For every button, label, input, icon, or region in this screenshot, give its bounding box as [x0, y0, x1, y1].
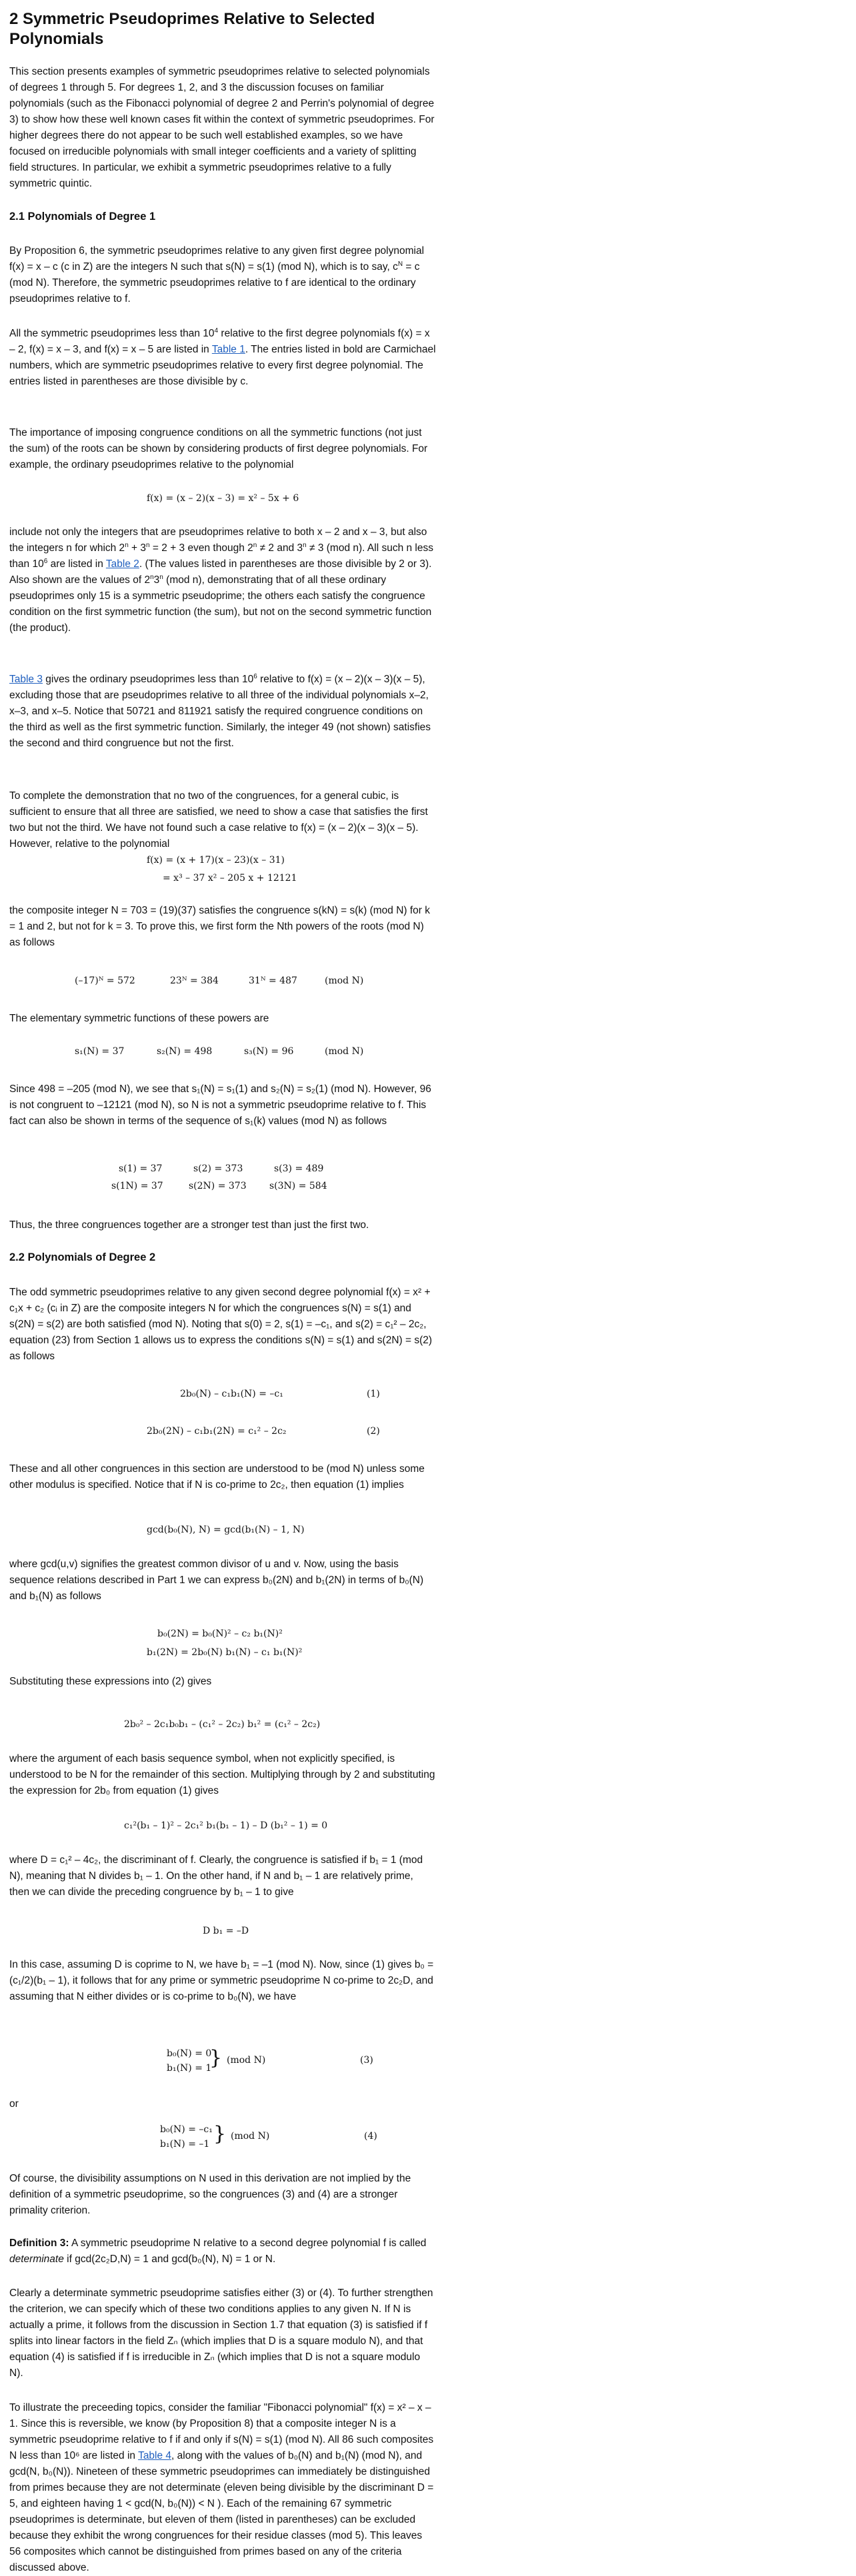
roots-power-1: (–17)ᴺ = 572: [75, 975, 135, 986]
paragraph-2-1-4: include not only the integers that are pseudoprimes relative to both x – 2 and x – 3, but also the integers n for which $2^n + 3^n = 2 + 3$ even though $2^n \ne 2$ and $3^n \ne 3$ (mod n). All such n less than $10^6$ are listed in Table 2. (The values listed in parentheses are those divisible by 2 or 3). Also shown are the values of 2$^n$3$^n$ (mod n), demonstrating that of all these ordinary pseudoprimes only 15 is a symmetric pseudoprime; the others each satisfy the congruence condition on the first symmetric function (the sum), but not on the second symmetric function (the product).: [9, 526, 433, 634]
elem-sym-2: s₂(N) = 498: [157, 1046, 213, 1057]
paragraph-2-1-8: The elementary symmetric functions of these powers are: [9, 1013, 269, 1024]
paragraph-2-1-2: All the symmetric pseudoprimes less than $10^4$ relative to the first degree polynomials f(x) = x – 2, f(x) = x – 3, and f(x) = x – 5 are listed in Table 1. The entries listed in bold are Carmichael numbers, which are symmetric pseudoprimes relative to every first degree polynomial. The entries listed in parentheses are those divisible by c.: [9, 326, 436, 387]
equation-fx-cubic-expanded: = x³ – 37 x² – 205 x + 12121: [163, 873, 297, 884]
equation-fx-quadratic: f(x) = (x – 2)(x – 3) = x² – 5x + 6: [147, 493, 299, 504]
equation-4-mod: (mod N): [231, 2131, 270, 2142]
table-1-link[interactable]: Table 1: [211, 344, 245, 355]
paragraph-2-1-10: Thus, the three congruences together are a stronger test than just the first two.: [9, 1219, 369, 1231]
paragraph-2-2-7: In this case, assuming D is coprime to N, we have b₁ = –1 (mod N). Now, since (1) gives b₀ = (c₁/2)(b₁ – 1), it follows that for any prime or symmetric pseudoprime N co-prime to 2c₂D, and assuming that N either divides or is co-prime to b₀(N), we have: [9, 1959, 434, 2002]
right-brace-icon: }: [213, 2122, 227, 2146]
s-seq-3: s(3) = 489: [274, 1163, 324, 1174]
definition-3: Definition 3: A symmetric pseudoprime N relative to a second degree polynomial f is called determinate if gcd(2c₂D,N) = 1 and gcd(b₀(N), N) = 1 or N.: [9, 2238, 427, 2265]
paragraph-2-2-2: These and all other congruences in this section are understood to be (mod N) unless some other modulus is specified. Notice that if N is co-prime to 2c₂, then equation (1) implies: [9, 1463, 425, 1491]
or-text: or: [9, 2098, 19, 2110]
roots-power-mod: (mod N): [325, 975, 364, 986]
subsection-heading-2-1: 2.1 Polynomials of Degree 1: [9, 211, 156, 223]
table-3-link[interactable]: Table 3: [9, 674, 43, 685]
equation-gcd: gcd(b₀(N), N) = gcd(b₁(N) – 1, N): [147, 1525, 305, 1535]
table-4-link[interactable]: Table 4: [138, 2450, 172, 2461]
elem-sym-mod: (mod N): [325, 1046, 364, 1057]
paragraph-2-2-10: To illustrate the preceeding topics, consider the familiar "Fibonacci polynomial" f(x) = x² – x – 1. Since this is reversible, we know (by Proposition 8) that a composite integer N is a symmetric pseudoprime relative to f if and only if s(N) = s(1) (mod N). All 86 such composites N less than 10⁶ are listed in Table 4, along with the values of b₀(N) and b₁(N) (mod N), and gcd(N, b₀(N)). Nineteen of these symmetric pseudoprimes can immediately be distinguished from primes because they are not determinate (eleven being divisible by the discriminant D = 5, and eighteen having 1 < gcd(N, b₀(N)) < N ). Each of the remaining 67 symmetric pseudoprimes is determinate, but eleven of them (listed in parentheses) can be excluded because they exhibit the wrong congruences for their residue classes (mod 5). This leaves 56 composites which cannot be distinguished from primes based on any of the criteria discussed above.: [9, 2402, 434, 2573]
paragraph-2-1-6: To complete the demonstration that no two of the congruences, for a general cubic, is sufficient to ensure that all three are satisfied, we need to show a case that satisfies the first two but not the third. We have not found such a case relative to f(x) = (x – 2)(x – 3)(x – 5). However, relative to the polynomial: [9, 790, 428, 850]
elem-sym-3: s₃(N) = 96: [244, 1046, 294, 1057]
s-seq-1N: s(1N) = 37: [111, 1181, 163, 1191]
roots-power-3: 31ᴺ = 487: [249, 975, 297, 986]
equation-b0-2N: b₀(2N) = b₀(N)² – c₂ b₁(N)²: [157, 1628, 283, 1639]
paragraph-2-1-9: Since 498 = –205 (mod N), we see that s₁(N) = s₁(1) and s₂(N) = s₂(1) (mod N). However, 96 is not congruent to –12121 (mod N), so N is not a symmetric pseudoprime relative to f. This fact can also be shown in terms of the sequence of s₁(k) values (mod N) as follows: [9, 1083, 431, 1127]
intro-paragraph: This section presents examples of symmetric pseudoprimes relative to selected polynomials of degrees 1 through 5. For degrees 1, 2, and 3 the discussion focuses on familiar polynomials (such as the Fibonacci polynomial of degree 2 and Perrin's polynomial of degree 3) to show how these well known cases fit within the context of symmetric pseudoprimes. For higher degrees there do not appear to be such well established examples, so we have focused on irreducible polynomials with small integer coefficients and a variety of splitting field structures. In particular, we exhibit a symmetric pseudoprimes relative to a fully symmetric quintic.: [9, 66, 435, 189]
paragraph-2-2-6: where D = c₁² – 4c₂, the discriminant of f. Clearly, the congruence is satisfied if b₁ = 1 (mod N), meaning that N divides b₁ – 1. On the other hand, if N and b₁ – 1 are relatively prime, then we can divide the preceding congruence by b₁ – 1 to give: [9, 1854, 423, 1898]
paragraph-2-1-3: The importance of imposing congruence conditions on all the symmetric functions (not just the sum) of the roots can be shown by considering products of first degree polynomials. For example, the ordinary pseudoprimes relative to the polynomial: [9, 427, 428, 470]
equation-4-b1: b₁(N) = –1: [160, 2139, 210, 2150]
paragraph-2-2-5: where the argument of each basis sequence symbol, when not explicitly specified, is understood to be N for the remainder of this section. Multiplying through by 2 and substituting the expression for 2b₀ from equation (1) gives: [9, 1753, 435, 1796]
s-seq-1: s(1) = 37: [119, 1163, 163, 1174]
equation-fx-cubic-factored: f(x) = (x + 17)(x – 23)(x – 31): [147, 855, 285, 866]
s-seq-2: s(2) = 373: [193, 1163, 243, 1174]
table-2-link[interactable]: Table 2: [105, 558, 139, 570]
paragraph-2-2-1: The odd symmetric pseudoprimes relative to any given second degree polynomial f(x) = x² + c₁x + c₂ (cᵢ in Z) are the composite integers N for which the congruences s(N) = s(1) and s(2N) = s(2) are both satisfied (mod N). Noting that s(0) = 2, s(1) = –c₁, and s(2) = c₁² – 2c₂, equation (23) from Section 1 allows us to express the conditions s(N) = s(1) and s(2N) = s(2) as follows: [9, 1287, 433, 1362]
roots-power-2: 23ᴺ = 384: [170, 975, 219, 986]
equation-4-b0: b₀(N) = –c₁: [160, 2124, 213, 2135]
paragraph-2-2-4: Substituting these expressions into (2) gives: [9, 1676, 212, 1687]
paragraph-2-1-7: the composite integer N = 703 = (19)(37) satisfies the congruence s(kN) = s(k) (mod N) for k = 1 and 2, but not for k = 3. To prove this, we first form the Nth powers of the roots (mod N) as follows: [9, 905, 431, 948]
paragraph-2-2-9: Clearly a determinate symmetric pseudoprime satisfies either (3) or (4). To further strengthen the criterion, we can specify which of these two conditions applies to any given N. If N is actually a prime, it follows from the discussion in Section 1.7 that equation (3) is satisfied if f splits into linear factors in the field Zₙ (which implies that D is a square modulo N), and that equation (4) is satisfied if f is irreducible in Zₙ (which implies that D is not a square modulo N).: [9, 2287, 433, 2379]
equation-3-b1: b₁(N) = 1: [167, 2063, 212, 2074]
paragraph-2-2-8: Of course, the divisibility assumptions on N used in this derivation are not implied by the definition of a symmetric pseudoprime, so the congruences (3) and (4) are a stronger primality criterion.: [9, 2173, 411, 2216]
equation-b1-2N: b₁(2N) = 2b₀(N) b₁(N) – c₁ b₁(N)²: [147, 1647, 303, 1658]
section-title: 2 Symmetric Pseudoprimes Relative to Selected Polynomials: [9, 10, 375, 48]
equation-3-b0: b₀(N) = 0: [167, 2048, 212, 2059]
equation-1-number: (1): [367, 1389, 380, 1399]
equation-4-number: (4): [364, 2131, 377, 2142]
equation-2-number: (2): [367, 1426, 380, 1437]
equation-3-mod: (mod N): [227, 2055, 266, 2066]
paragraph-2-1-1: By Proposition 6, the symmetric pseudoprimes relative to any given first degree polynomial f(x) = x – c (c in Z) are the integers N such that s(N) = s(1) (mod N), which is to say, $c^N = c$ (mod N). Therefore, the symmetric pseudoprimes relative to f are identical to the ordinary pseudoprimes relative to f.: [9, 245, 425, 305]
equation-3-number: (3): [360, 2055, 373, 2066]
s-seq-2N: s(2N) = 373: [189, 1181, 247, 1191]
paragraph-2-1-5: Table 3 gives the ordinary pseudoprimes less than $10^6$ relative to f(x) = (x – 2)(x – 3)(x – 5), excluding those that are pseudoprimes relative to all three of the individual polynomials x–2, x–3, and x–5. Notice that 50721 and 811921 satisfy the required congruence conditions on the third as well as the first symmetric function. Similarly, the integer 49 (not shown) satisfies the second and third congruence but not the first.: [9, 672, 431, 749]
right-brace-icon: }: [209, 2046, 223, 2070]
equation-discriminant-form: c₁²(b₁ – 1)² – 2c₁² b₁(b₁ – 1) – D (b₁² – 1) = 0: [124, 1820, 328, 1831]
equation-2: 2b₀(2N) – c₁b₁(2N) = c₁² – 2c₂: [147, 1426, 287, 1437]
equation-Db1: D b₁ = –D: [203, 1926, 249, 1936]
equation-1: 2b₀(N) – c₁b₁(N) = –c₁: [180, 1389, 283, 1399]
paragraph-2-2-3: where gcd(u,v) signifies the greatest common divisor of u and v. Now, using the basis sequence relations described in Part 1 we can express b₀(2N) and b₁(2N) in terms of b₀(N) and b₁(N) as follows: [9, 1559, 424, 1602]
s-seq-3N: s(3N) = 584: [269, 1181, 327, 1191]
subsection-heading-2-2: 2.2 Polynomials of Degree 2: [9, 1251, 156, 1263]
elem-sym-1: s₁(N) = 37: [75, 1046, 125, 1057]
equation-substituted: 2b₀² – 2c₁b₀b₁ – (c₁² – 2c₂) b₁² = (c₁² – 2c₂): [124, 1719, 321, 1730]
